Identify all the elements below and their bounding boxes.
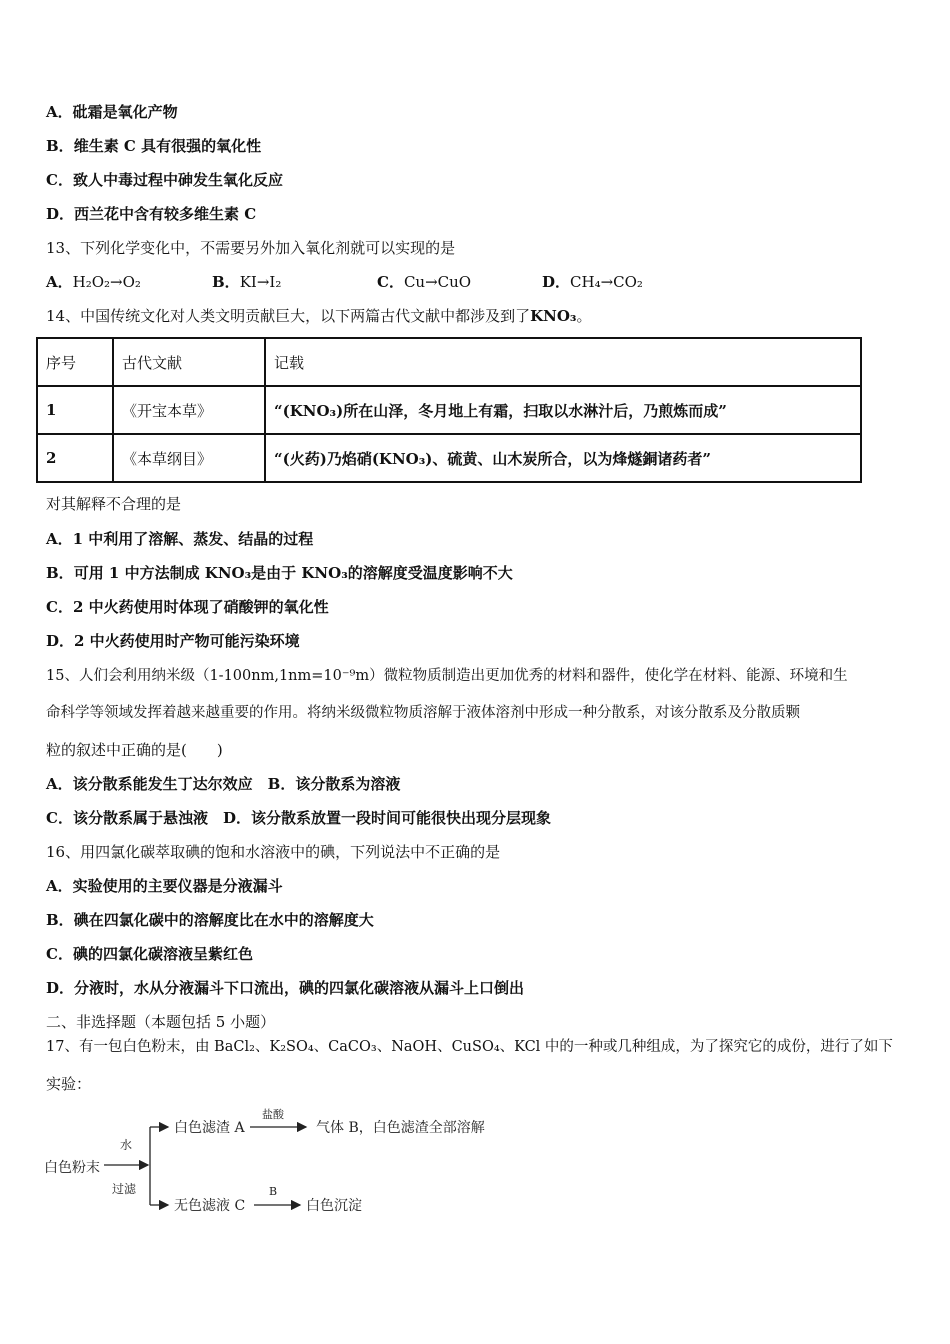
hcl-label: 盐酸 bbox=[262, 1108, 284, 1121]
q15-stem-line-2: 命科学等领域发挥着越来越重要的作用。将纳米级微粒物质溶解于液体溶剂中形成一种分散系，对该分散系及分散质颗 bbox=[46, 705, 800, 721]
water-label: 水 bbox=[120, 1138, 133, 1152]
q14-option-b: B．可用 1 中方法制成 KNO₃是由于 KNO₃的溶解度受温度影响不大 bbox=[46, 564, 513, 582]
table-cell: 2 bbox=[37, 434, 113, 482]
q14-option-a: A．1 中利用了溶解、蒸发、结晶的过程 bbox=[46, 530, 314, 548]
table-cell: “(KNO₃)所在山泽，冬月地上有霜，扫取以水淋汁后，乃煎炼而成” bbox=[265, 386, 861, 434]
literature-table bbox=[36, 337, 862, 483]
table-header-row bbox=[37, 338, 861, 386]
result2-label: 白色沉淀 bbox=[306, 1198, 362, 1214]
experiment-flow-diagram bbox=[40, 1105, 510, 1225]
q15-stem-line-1: 15、人们会利用纳米级（1-100nm,1nm=10⁻⁹m）微粒物质制造出更加优秀的材料和器件，使化学在材料、能源、环境和生 bbox=[46, 668, 848, 684]
q15-options-row-2: C．该分散系属于悬浊液 D．该分散系放置一段时间可能很快出现分层现象 bbox=[46, 809, 551, 827]
q16-option-c: C．碘的四氯化碳溶液呈紫红色 bbox=[46, 945, 253, 963]
q12-option-d: D．西兰花中含有较多维生素 C bbox=[46, 205, 257, 223]
table-header-cell: 记载 bbox=[265, 338, 861, 386]
table-row bbox=[37, 434, 861, 482]
branch2-label: 无色滤液 C bbox=[174, 1198, 246, 1214]
start-label: 白色粉末 bbox=[44, 1160, 100, 1176]
result1-label: 气体 B，白色滤渣全部溶解 bbox=[316, 1120, 485, 1136]
filter-label: 过滤 bbox=[112, 1182, 137, 1196]
table-cell: “(火药)乃焰硝(KNO₃)、硫黄、山木炭所合，以为烽燧銅诸药者” bbox=[265, 434, 861, 482]
q14-option-d: D．2 中火药使用时产物可能污染环境 bbox=[46, 632, 300, 650]
q15-stem-line-3: 粒的叙述中正确的是( ) bbox=[46, 741, 223, 759]
q16-stem: 16、用四氯化碳萃取碘的饱和水溶液中的碘，下列说法中不正确的是 bbox=[46, 843, 501, 861]
q12-option-c: C．致人中毒过程中砷发生氧化反应 bbox=[46, 171, 283, 189]
q13-option-c: C．Cu→CuO bbox=[377, 273, 472, 291]
reagent-b-label: B bbox=[269, 1185, 278, 1198]
q14-question: 对其解释不合理的是 bbox=[46, 495, 182, 513]
q16-option-b: B．碘在四氯化碳中的溶解度比在水中的溶解度大 bbox=[46, 911, 374, 929]
q12-option-b: B．维生素 C 具有很强的氧化性 bbox=[46, 137, 262, 155]
q17-stem-line-1: 17、有一包白色粉末，由 BaCl₂、K₂SO₄、CaCO₃、NaOH、CuSO₄、KCl 中的一种或几种组成，为了探究它的成份，进行了如下 bbox=[46, 1039, 893, 1055]
q17-stem-line-2: 实验： bbox=[46, 1075, 92, 1093]
q16-option-d: D．分液时，水从分液漏斗下口流出，碘的四氯化碳溶液从漏斗上口倒出 bbox=[46, 979, 525, 997]
q15-options-row-1: A．该分散系能发生丁达尔效应 B．该分散系为溶液 bbox=[46, 775, 401, 793]
table-cell: 1 bbox=[37, 386, 113, 434]
branch1-label: 白色滤渣 A bbox=[174, 1120, 245, 1136]
table-header-cell: 古代文献 bbox=[113, 338, 265, 386]
table-header-cell: 序号 bbox=[37, 338, 113, 386]
q13-stem: 13、下列化学变化中，不需要另外加入氧化剂就可以实现的是 bbox=[46, 239, 456, 257]
q13-option-d: D．CH₄→CO₂ bbox=[542, 273, 643, 291]
q14-stem: 14、中国传统文化对人类文明贡献巨大，以下两篇古代文献中都涉及到了KNO₃。 bbox=[46, 307, 592, 325]
q13-option-a: A．H₂O₂→O₂ bbox=[46, 273, 141, 291]
q12-option-a: A．砒霜是氧化产物 bbox=[46, 103, 178, 121]
table-cell: 《开宝本草》 bbox=[113, 386, 265, 434]
q16-option-a: A．实验使用的主要仪器是分液漏斗 bbox=[46, 877, 283, 895]
q14-option-c: C．2 中火药使用时体现了硝酸钾的氧化性 bbox=[46, 598, 329, 616]
q13-option-b: B．KI→I₂ bbox=[212, 273, 282, 291]
table-cell: 《本草纲目》 bbox=[113, 434, 265, 482]
section-heading: 二、非选择题（本题包括 5 小题） bbox=[46, 1013, 276, 1031]
table-row bbox=[37, 386, 861, 434]
